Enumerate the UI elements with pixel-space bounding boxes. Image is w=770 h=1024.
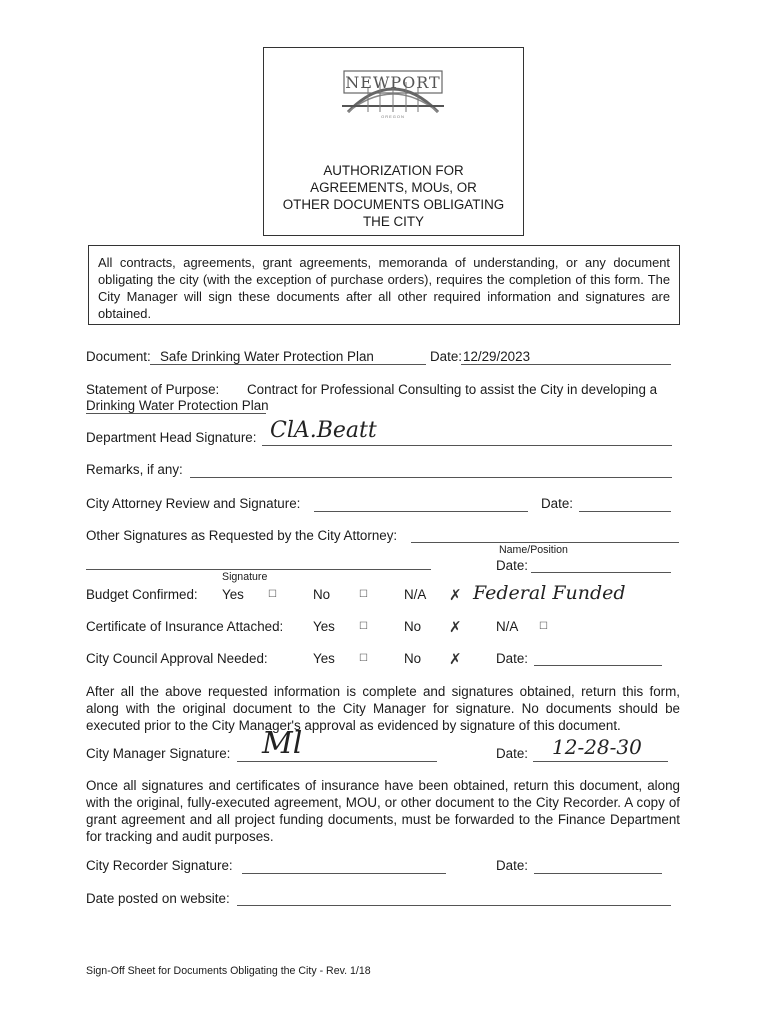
form-title-line: THE CITY [362,214,424,229]
city-manager-underline [237,761,437,762]
budget-na-label: N/A [404,587,427,602]
city-manager-date-underline [533,761,668,762]
city-manager-label: City Manager Signature: [86,746,231,761]
city-recorder-label: City Recorder Signature: [86,858,233,873]
document-value[interactable]: Safe Drinking Water Protection Plan [160,349,374,364]
website-label: Date posted on website: [86,891,230,906]
council-date-underline [534,665,662,666]
budget-yes-checkbox[interactable]: ☐ [268,589,277,600]
routing-paragraph: Once all signatures and certificates of insurance have been obtained, return this document, along with the original, fully-executed agreement, MOU, or other document to the City Recorder. A copy of grant agreement and all project funding documents, must be forwarded to the Finance Department for tracking and audit purposes. [86,778,680,844]
insurance-label: Certificate of Insurance Attached: [86,619,284,634]
form-title-line: AUTHORIZATION FOR [323,163,464,178]
council-no-checkbox-checked[interactable]: ✗ [449,650,462,668]
insurance-no-checkbox-checked[interactable]: ✗ [449,618,462,636]
signature-caption: Signature [222,571,268,583]
insurance-yes-checkbox[interactable]: ☐ [359,621,368,632]
logo-subtext: OREGON [381,114,405,119]
other-signature-underline [86,569,431,570]
insurance-na-checkbox[interactable]: ☐ [539,621,548,632]
city-attorney-underline [314,511,528,512]
city-recorder-date-underline [534,873,662,874]
date-underline [461,364,671,365]
purpose-value-line1[interactable]: Contract for Professional Consulting to assist the City in developing a [247,382,658,397]
city-attorney-label: City Attorney Review and Signature: [86,496,301,511]
purpose-value-line2[interactable]: Drinking Water Protection Plan [86,398,269,413]
other-signatures-underline [411,542,679,543]
council-label: City Council Approval Needed: [86,651,268,666]
insurance-na-label: N/A [496,619,519,634]
city-manager-signature[interactable]: Ml [262,726,303,761]
document-underline [150,364,426,365]
other-date-underline [531,572,671,573]
budget-no-checkbox[interactable]: ☐ [359,589,368,600]
footer-text: Sign-Off Sheet for Documents Obligating the City - Rev. 1/18 [86,965,371,977]
form-title [264,162,523,230]
council-yes-label: Yes [313,651,335,666]
city-attorney-date-label: Date: [541,496,574,511]
department-head-signature[interactable]: ClA.Beatt [270,418,377,443]
form-title-line: AGREEMENTS, MOUs, OR [310,180,477,195]
council-date-label: Date: [496,651,529,666]
city-manager-date-label: Date: [496,746,529,761]
department-head-underline [262,445,672,446]
name-position-caption: Name/Position [499,544,568,556]
instructions-paragraph: After all the above requested information is complete and signatures obtained, return this form, along with the original document to the City Manager for signature. No documents should be executed prior to the City Manager's approval as evidenced by signature of this document. [86,684,680,733]
logo-text: NEWPORT [345,73,441,92]
date-label: Date: [430,349,463,364]
city-logo [338,68,448,124]
city-attorney-date-underline [579,511,671,512]
other-date-label: Date: [496,558,529,573]
city-manager-date-value[interactable]: 12-28-30 [552,735,642,759]
date-value[interactable]: 12/29/2023 [463,349,531,364]
website-underline [237,905,671,906]
document-label: Document: [86,349,151,364]
purpose-label: Statement of Purpose: [86,382,220,397]
other-signatures-label: Other Signatures as Requested by the City Attorney: [86,528,398,543]
remarks-underline [190,477,672,478]
department-head-label: Department Head Signature: [86,430,257,445]
insurance-yes-label: Yes [313,619,335,634]
purpose-underline [86,413,266,414]
form-title-line: OTHER DOCUMENTS OBLIGATING [282,197,505,212]
budget-note[interactable]: Federal Funded [473,582,626,604]
budget-label: Budget Confirmed: [86,587,198,602]
header-box [263,47,524,236]
city-recorder-underline [242,873,446,874]
notice-box: All contracts, agreements, grant agreements, memoranda of understanding, or any document obligating the city (with the exception of purchase orders), requires the completion of this form. The City Manager will sign these documents after all other required information and signatures are obtained. [88,245,680,325]
council-no-label: No [404,651,422,666]
city-recorder-date-label: Date: [496,858,529,873]
budget-no-label: No [313,587,331,602]
budget-yes-label: Yes [222,587,244,602]
remarks-label: Remarks, if any: [86,462,183,477]
council-yes-checkbox[interactable]: ☐ [359,653,368,664]
budget-na-checkbox-checked[interactable]: ✗ [449,586,462,604]
insurance-no-label: No [404,619,422,634]
